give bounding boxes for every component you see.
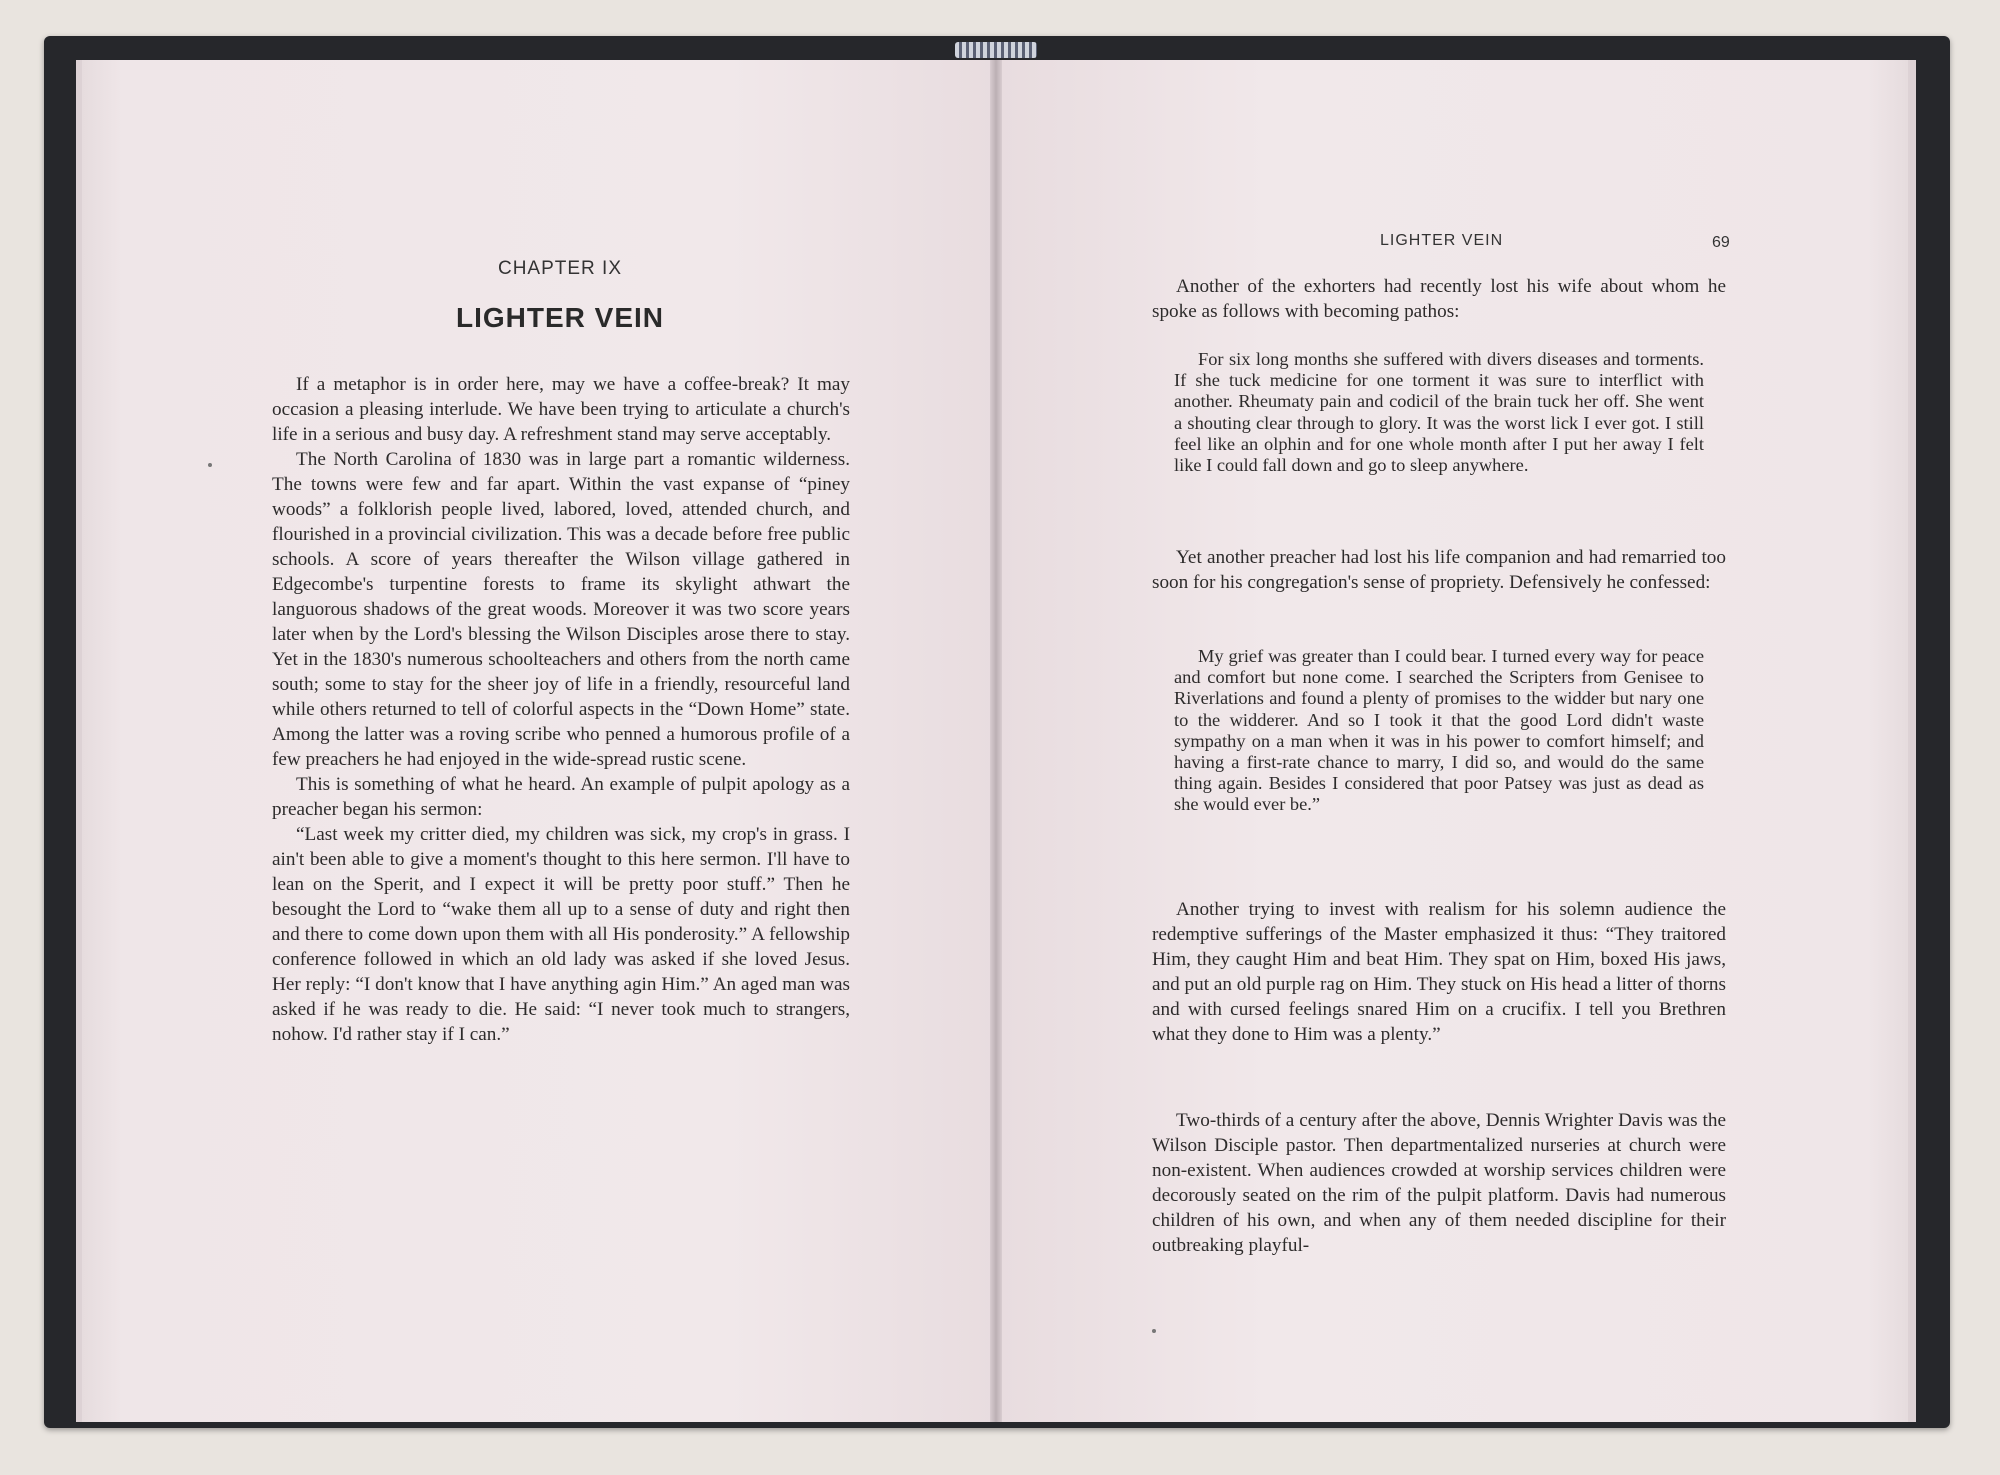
page-number: 69 (1712, 234, 1730, 251)
paragraph: Two-thirds of a century after the above, Dennis Wrighter Davis was the Wilson Disciple pastor. Then departmentalized nurseries at church were non-existent. When audiences crowded at worship services children were decorously seated on the rim of the pulpit platform. Davis had numerous children of his own, and when any of them needed discipline for their outbreaking playful- (1152, 1110, 1726, 1256)
left-page-text (272, 372, 850, 1047)
right-paragraph-2 (1152, 545, 1726, 595)
page-speck (208, 463, 212, 467)
book-gutter (990, 60, 1002, 1422)
paragraph: Another trying to invest with realism for his solemn audience the redemptive sufferings of the Master emphasized it thus: “They traitored Him, they caught Him and beat Him. They spat on Him, boxed His jaws, and put an old purple rag on Him. They stuck on His head a litter of thorns and with cursed feelings snared Him on a crucifix. I tell you Brethren what they done to Him was a plenty.” (1152, 899, 1726, 1045)
chapter-title: LIGHTER VEIN (455, 302, 664, 333)
paragraph: If a metaphor is in order here, may we have a coffee-break? It may occasion a pleasing interlude. We have been trying to articulate a church's life in a serious and busy day. A refreshment stand may serve acceptably. (272, 374, 850, 445)
paragraph: The North Carolina of 1830 was in large part a romantic wilderness. The towns were few and far apart. Within the vast expanse of “piney woods” a folklorish people lived, labored, loved, attended church, and flourished in a provincial civilization. This was a decade before free public schools. A score of years thereafter the Wilson village gathered in Edgecombe's turpentine forests to frame its skylight athwart the languorous shadows of the great woods. Moreover it was two score years later when by the Lord's blessing the Wilson Disciples arose there to stay. Yet in the 1830's numerous schoolteachers and others from the north came south; some to stay for the sheer joy of life in a friendly, resourceful land while others returned to tell of colorful aspects in the “Down Home” state. Among the latter was a roving scribe who penned a humorous profile of a few preachers he had enjoyed in the wide-spread rustic scene. (272, 449, 850, 770)
chapter-number: CHAPTER IX (497, 258, 623, 279)
block-quote-1 (1174, 349, 1704, 476)
quote-text: My grief was greater than I could bear. I turned every way for peace and comfort but none come. I searched the Scripters from Genisee to Riverlations and found a plenty of promises to the widder but nary one to the widderer. And so I took it that the good Lord didn't waste sympathy on a man when it was in his power to comfort himself; and having a first-rate chance to marry, I did so, and would do the same thing again. Besides I considered that poor Patsey was just as dead as she would ever be.” (1174, 646, 1704, 815)
paragraph: “Last week my critter died, my children was sick, my crop's in grass. I ain't been able to give a moment's thought to this here sermon. I'll have to lean on the Sperit, and I expect it will be pretty poor stuff.” Then he besought the Lord to “wake them all up to a sense of duty and right then and there to come down upon them with all His ponderosity.” A fellowship conference followed in which an old lady was asked if she loved Jesus. Her reply: “I don't know that I have anything agin Him.” An aged man was asked if he was ready to die. He said: “I never took much to strangers, nohow. I'd rather stay if I can.” (272, 824, 850, 1045)
page-speck (1152, 1329, 1156, 1333)
paragraph: This is something of what he heard. An example of pulpit apology as a preacher began his sermon: (272, 774, 850, 820)
right-paragraph-4 (1152, 1108, 1726, 1258)
spine-headband (955, 42, 1037, 58)
paragraph: Another of the exhorters had recently lost his wife about whom he spoke as follows with becoming pathos: (1152, 276, 1726, 322)
paragraph: Yet another preacher had lost his life companion and had remarried too soon for his congregation's sense of propriety. Defensively he confessed: (1152, 547, 1726, 593)
right-paragraph-3 (1152, 897, 1726, 1047)
right-paragraph-1 (1152, 274, 1726, 324)
quote-text: For six long months she suffered with divers diseases and torments. If she tuck medicine for one torment it was sure to interflict with another. Rheumaty pain and codicil of the brain tuck her off. She went a shouting clear through to glory. It was the worst lick I ever got. I still feel like an olphin and for one whole month after I put her away I felt like I could fall down and go to sleep anywhere. (1174, 349, 1704, 476)
block-quote-2 (1174, 646, 1704, 816)
running-head: LIGHTER VEIN (1380, 232, 1504, 249)
